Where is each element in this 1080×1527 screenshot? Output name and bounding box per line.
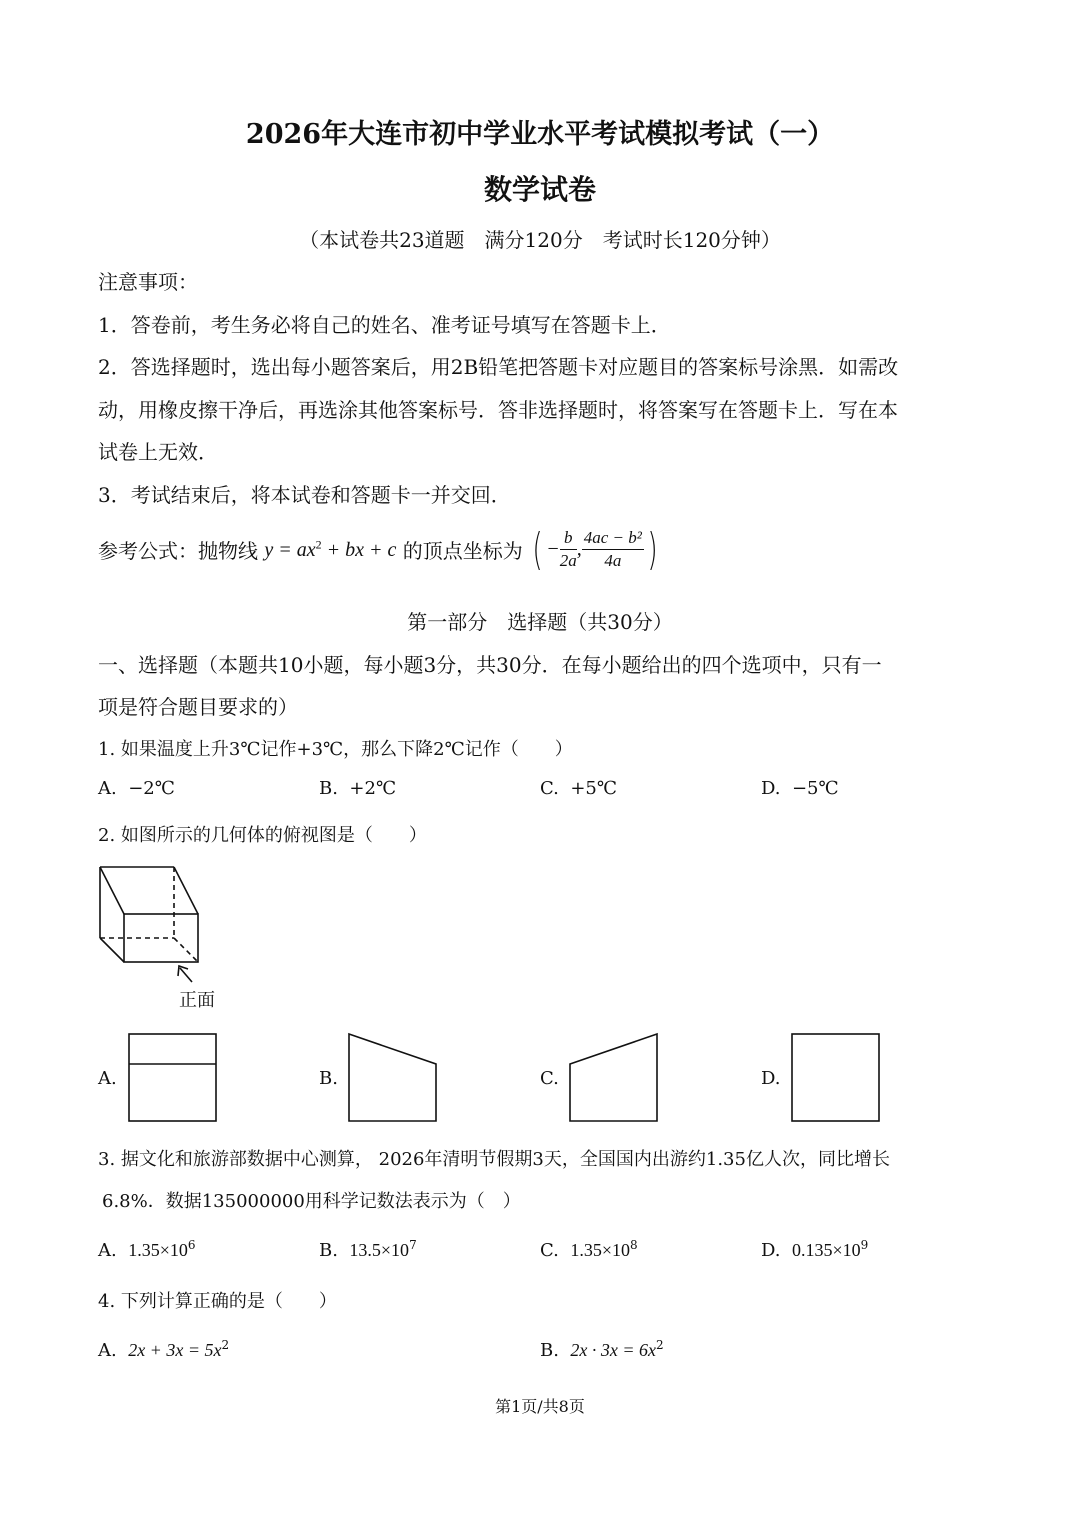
- formula-mid: 的顶点坐标为: [402, 539, 523, 563]
- q3-option-d: D. $0.135\times 10^9$: [761, 1238, 869, 1261]
- q3-option-a: A. $1.35\times 10^6$: [98, 1238, 196, 1261]
- q1-option-b: B. +2℃: [319, 778, 397, 799]
- page-number: 第1页/共8页: [495, 1397, 585, 1416]
- q1-stem: 1. 如果温度上升3℃记作+3℃，那么下降2℃记作（ ）: [98, 739, 573, 760]
- left-paren: (: [532, 524, 543, 575]
- subject-title: 数学试卷: [483, 173, 596, 206]
- exam-title: 2026年大连市初中学业水平考试模拟考试（一）: [245, 119, 835, 150]
- q2-option-b-figure: [349, 1034, 436, 1121]
- q2-option-a-figure: [129, 1034, 216, 1121]
- q4-stem: 4. 下列计算正确的是（ ）: [98, 1291, 337, 1312]
- q1-option-a: A. −2℃: [98, 778, 175, 799]
- q4-option-b: B. $2x \cdot 3x = 6x^2$: [540, 1338, 664, 1361]
- q3-option-b: B. $13.5\times 10^7$: [319, 1238, 417, 1261]
- q2-option-d-figure: [792, 1034, 879, 1121]
- comma: ,: [576, 538, 582, 560]
- q3-option-c: C. $1.35\times 10^8$: [540, 1238, 638, 1261]
- exam-info: （本试卷共23道题 满分120分 考试时长120分钟）: [299, 228, 781, 252]
- part1-instructions-line1: 一、选择题（本题共10小题，每小题3分，共30分．在每小题给出的四个选项中，只有一: [98, 653, 882, 677]
- q2-option-a-label: A.: [98, 1068, 117, 1089]
- q2-option-c-figure: [570, 1034, 657, 1121]
- vertex-y-fraction: $\frac{\text{4ac − b²}}{4a}$: [583, 528, 642, 570]
- q3-stem-line2: 6.8%．数据135000000用科学记数法表示为（ ）: [102, 1191, 521, 1212]
- formula-prefix: 参考公式：抛物线: [98, 539, 258, 563]
- q2-figure-label: 正面: [179, 990, 215, 1011]
- notice-heading: 注意事项：: [98, 270, 198, 294]
- q3-stem-line1: 3. 据文化和旅游部数据中心测算， 2026年清明节假期3天，全国国内出游约1.35亿人次，同比增长: [98, 1149, 890, 1170]
- q4-option-a: A. $2x + 3x = 5x^2$: [98, 1338, 230, 1361]
- frac1-sign: −: [546, 538, 560, 560]
- part1-instructions-line2: 项是符合题目要求的）: [98, 695, 298, 719]
- notice-item-2-line3: 试卷上无效．: [98, 440, 218, 464]
- right-paren: ): [647, 524, 658, 575]
- q2-option-d-label: D.: [761, 1068, 781, 1089]
- notice-item-1: 1．答卷前，考生务必将自己的姓名、准考证号填写在答题卡上．: [98, 313, 671, 337]
- q2-option-b-label: B.: [319, 1068, 338, 1089]
- vertex-x-fraction: $\frac{b}{2a}$: [559, 528, 577, 570]
- notice-item-2-line1: 2．答选择题时，选出每小题答案后，用2B铅笔把答题卡对应题目的答案标号涂黑．如需改: [98, 355, 899, 379]
- notice-item-2-line2: 动，用橡皮擦干净后，再选涂其他答案标号．答非选择题时，将答案写在答题卡上．写在本: [98, 398, 898, 422]
- q1-option-c: C. +5℃: [540, 778, 617, 799]
- notice-item-3: 3．考试结束后，将本试卷和答题卡一并交回．: [98, 483, 511, 507]
- q2-stem: 2. 如图所示的几何体的俯视图是（ ）: [98, 825, 427, 846]
- part1-heading: 第一部分 选择题（共30分）: [407, 610, 673, 634]
- parabola-equation: $y = ax^2$ + bx + c: [264, 537, 397, 561]
- q2-option-c-label: C.: [540, 1068, 559, 1089]
- q1-option-d: D. −5℃: [761, 778, 839, 799]
